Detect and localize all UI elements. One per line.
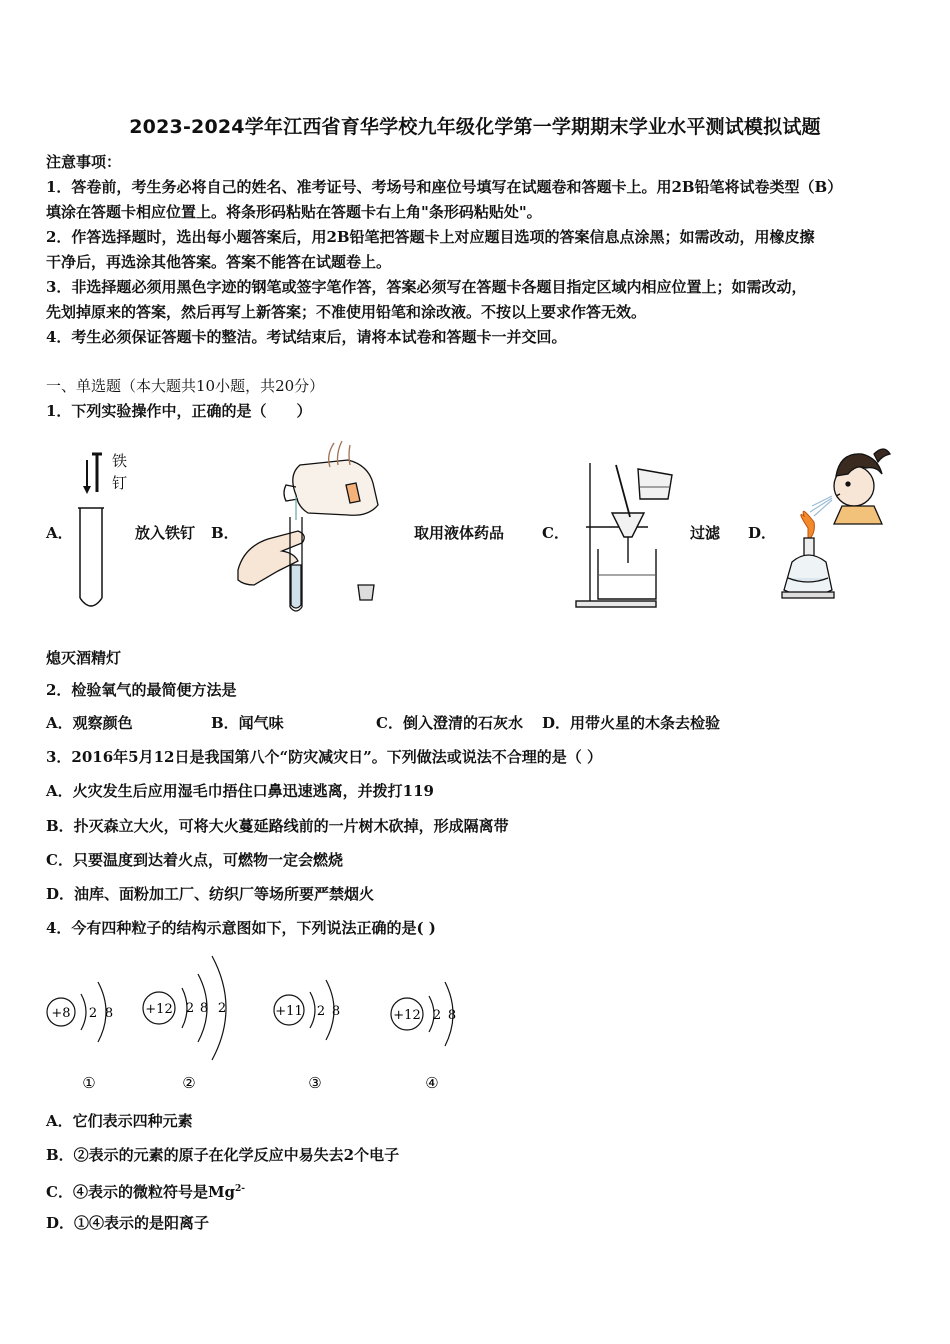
electron-count: 8 [104, 1006, 114, 1021]
particle-structure-2 [140, 950, 250, 1096]
nucleus-charge: +8 [51, 1006, 71, 1021]
electron-count: 2 [185, 1001, 195, 1016]
nucleus-charge: +12 [393, 1008, 421, 1023]
electron-count: 2 [217, 1001, 227, 1016]
notice-line: 4．考生必须保证答题卡的整洁。考试结束后，请将本试卷和答题卡一并交回。 [46, 328, 567, 346]
diagram-label: ① [82, 1074, 96, 1092]
electron-count: 8 [199, 1001, 209, 1016]
q1-option-a-label: A． [46, 524, 73, 542]
alcohol-lamp-figure [778, 440, 898, 610]
nucleus-charge: +11 [275, 1004, 303, 1019]
nucleus-charge: +12 [145, 1002, 173, 1017]
q3-option-d: D．油库、面粉加工厂、纺织厂等场所要严禁烟火 [46, 885, 375, 903]
particle-structure-4 [388, 966, 478, 1096]
pour-liquid-figure [238, 435, 398, 615]
notice-line: 先划掉原来的答案，然后再写上新答案；不准使用铅笔和涂改液。不按以上要求作答无效。 [46, 303, 647, 321]
q3-option-c: C．只要温度到达着火点，可燃物一定会燃烧 [46, 851, 343, 869]
q4-option-a: A．它们表示四种元素 [46, 1112, 193, 1130]
q1-option-b-text: 取用液体药品 [414, 524, 505, 542]
diagram-label: ③ [308, 1074, 322, 1092]
filtration-figure [568, 455, 688, 615]
question-4-stem: 4．今有四种粒子的结构示意图如下，下列说法正确的是( ) [46, 919, 436, 937]
notice-line: 2．作答选择题时，选出每小题答案后，用2B铅笔把答题卡上对应题目选项的答案信息点涂黑；如需改动，用橡皮擦 [46, 228, 815, 246]
test-tube-nail-figure [70, 446, 140, 616]
electron-count: 8 [447, 1008, 457, 1023]
q4-option-c-text: C．④表示的微粒符号是Mg [46, 1183, 236, 1201]
electron-count: 2 [88, 1006, 98, 1021]
question-1-stem: 1．下列实验操作中，正确的是（ ） [46, 402, 312, 420]
section-heading: 一、单选题（本大题共10小题，共20分） [46, 377, 325, 395]
q1-option-b-label: B． [211, 524, 239, 542]
q1-option-a-text: 放入铁钉 [135, 524, 196, 542]
electron-count: 8 [331, 1004, 341, 1019]
particle-structure-3 [270, 966, 360, 1096]
notice-line: 干净后，再选涂其他答案。答案不能答在试题卷上。 [46, 253, 392, 271]
q2-option-c: C．倒入澄清的石灰水 [376, 714, 523, 732]
q1-option-c-label: C． [542, 524, 569, 542]
nail-caption-char: 铁 [112, 452, 128, 470]
question-2-stem: 2．检验氧气的最简便方法是 [46, 681, 237, 699]
electron-count: 2 [432, 1008, 442, 1023]
notice-line: 填涂在答题卡相应位置上。将条形码粘贴在答题卡右上角"条形码粘贴处"。 [46, 203, 542, 221]
page-title: 2023-2024学年江西省育华学校九年级化学第一学期期末学业水平测试模拟试题 [129, 116, 821, 138]
q1-option-d-text: 熄灭酒精灯 [46, 649, 122, 667]
electron-count: 2 [316, 1004, 326, 1019]
q4-option-d: D．①④表示的是阳离子 [46, 1214, 210, 1232]
q2-option-d: D．用带火星的木条去检验 [542, 714, 721, 732]
q2-option-b: B．闻气味 [211, 714, 284, 732]
q4-option-b: B．②表示的元素的原子在化学反应中易失去2个电子 [46, 1146, 400, 1164]
notice-heading: 注意事项： [46, 153, 122, 171]
q1-option-d-label: D． [748, 524, 777, 542]
notice-line: 3．非选择题必须用黑色字迹的钢笔或签字笔作答，答案必须写在答题卡各题目指定区域内相应位置上；如需改动， [46, 278, 807, 296]
particle-structure-1 [44, 966, 134, 1096]
diagram-label: ② [182, 1074, 196, 1092]
ion-charge-superscript: 2- [235, 1184, 246, 1194]
nail-caption-char: 钉 [112, 474, 128, 492]
q4-option-c [46, 1179, 245, 1202]
q2-option-a: A．观察颜色 [46, 714, 133, 732]
q1-option-c-text: 过滤 [690, 524, 721, 542]
question-3-stem: 3．2016年5月12日是我国第八个“防灾减灾日”。下列做法或说法不合理的是（ ） [46, 748, 602, 766]
q3-option-a: A．火灾发生后应用湿毛巾捂住口鼻迅速逃离，并拨打119 [46, 782, 434, 800]
diagram-label: ④ [425, 1074, 439, 1092]
notice-line: 1．答卷前，考生务必将自己的姓名、准考证号、考场号和座位号填写在试题卷和答题卡上。用2B铅笔将试卷类型（B） [46, 178, 843, 196]
q3-option-b: B．扑灭森立大火，可将大火蔓延路线前的一片树木砍掉，形成隔离带 [46, 817, 509, 835]
